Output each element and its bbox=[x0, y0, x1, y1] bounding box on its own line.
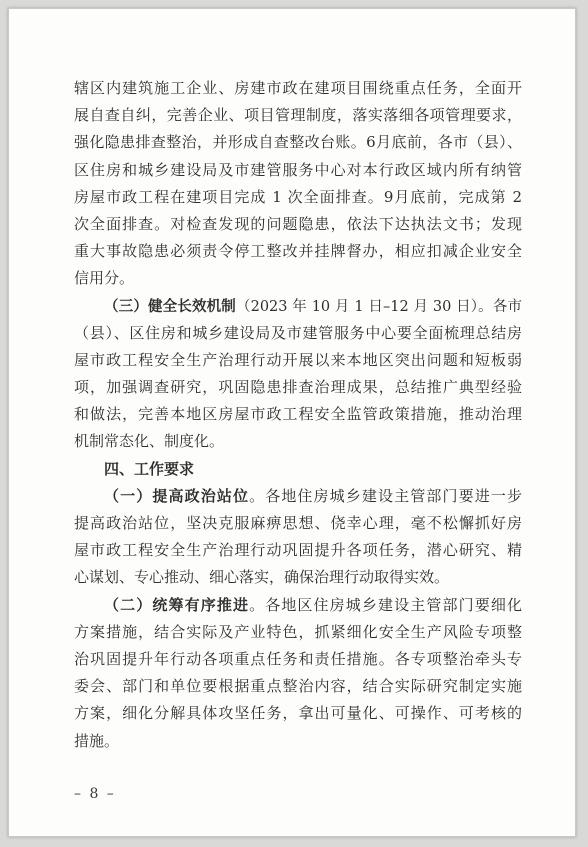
lead-text: 。各地住房城乡建设主管部门要进一步 bbox=[249, 486, 522, 505]
text-line: 方案，细化分解具体攻坚任务，拿出可量化、可操作、可考核的 bbox=[74, 704, 522, 723]
subheading-one: （一）提高政治站位 bbox=[104, 486, 250, 505]
text-line: 和做法，完善本地区房屋市政工程安全监管政策措施，推动治理 bbox=[74, 405, 522, 424]
paragraph-three bbox=[74, 293, 522, 456]
text-line: 心谋划、专心推动、细心落实，确保治理行动取得实效。 bbox=[74, 568, 450, 587]
text-line: 机制常态化、制度化。 bbox=[74, 432, 225, 451]
text-line: 屋市政工程安全生产治理行动开展以来本地区突出问题和短板弱 bbox=[74, 350, 522, 369]
paragraph-two bbox=[74, 592, 522, 755]
page-number: – 8 – bbox=[74, 786, 116, 802]
text-line: 方案措施，结合实际及产业特色，抓紧细化安全生产风险专项整 bbox=[74, 622, 522, 641]
subheading-two: （二）统筹有序推进 bbox=[104, 595, 250, 614]
text-line: 重大事故隐患必须责令停工整改并挂牌督办，相应扣减企业安全 bbox=[74, 242, 522, 261]
section-heading: 四、工作要求 bbox=[104, 459, 195, 478]
lead-text: 。各地区住房城乡建设主管部门要细化 bbox=[249, 595, 522, 614]
text-line: 提高政治站位，坚决克服麻痹思想、侥幸心理，毫不松懈抓好房 bbox=[74, 514, 522, 532]
subheading-three: （三）健全长效机制 bbox=[104, 297, 236, 315]
text-line: 房屋市政工程在建项目完成 1 次全面排查。9月底前，完成第 2 bbox=[74, 187, 522, 206]
paragraph-continued bbox=[74, 75, 522, 293]
text-line-lead bbox=[74, 592, 522, 619]
text-line: 项，加强调查研究，巩固隐患排查治理成果，总结推广典型经验 bbox=[74, 378, 522, 397]
text-line: （县）、区住房和城乡建设局及市建管服务中心要全面梳理总结房 bbox=[74, 323, 522, 342]
text-line: 委会、部门和单位要根据重点整治内容，结合实际研究制定实施 bbox=[74, 677, 522, 696]
text-line: 措施。 bbox=[74, 731, 120, 750]
text-line: 次全面排查。对检查发现的问题隐患，依法下达执法文书；发现 bbox=[74, 214, 522, 233]
text-line: 屋市政工程安全生产治理行动巩固提升各项任务，潜心研究、精 bbox=[74, 541, 522, 560]
text-line-lead bbox=[74, 293, 522, 320]
paragraph-one bbox=[74, 483, 522, 592]
text-line: 强化隐患排查整治，并形成自查整改台账。6月底前，各市（县）、 bbox=[74, 133, 522, 152]
text-line: 信用分。 bbox=[74, 269, 135, 288]
document-page bbox=[8, 8, 576, 837]
text-line: 区住房和城乡建设局及市建管服务中心对本行政区域内所有纳管 bbox=[74, 160, 522, 179]
lead-text: （2023 年 10 月 1 日–12 月 30 日）。各市 bbox=[235, 298, 522, 315]
text-line-lead bbox=[74, 483, 522, 510]
text-line: 治巩固提升年行动各项重点任务和责任措施。各专项整治牵头专 bbox=[74, 649, 522, 668]
text-line: 展自查自纠，完善企业、项目管理制度，落实落细各项管理要求， bbox=[74, 106, 522, 125]
text-line: 辖区内建筑施工企业、房建市政在建项目围绕重点任务，全面开 bbox=[74, 79, 522, 97]
document-body bbox=[74, 75, 522, 755]
